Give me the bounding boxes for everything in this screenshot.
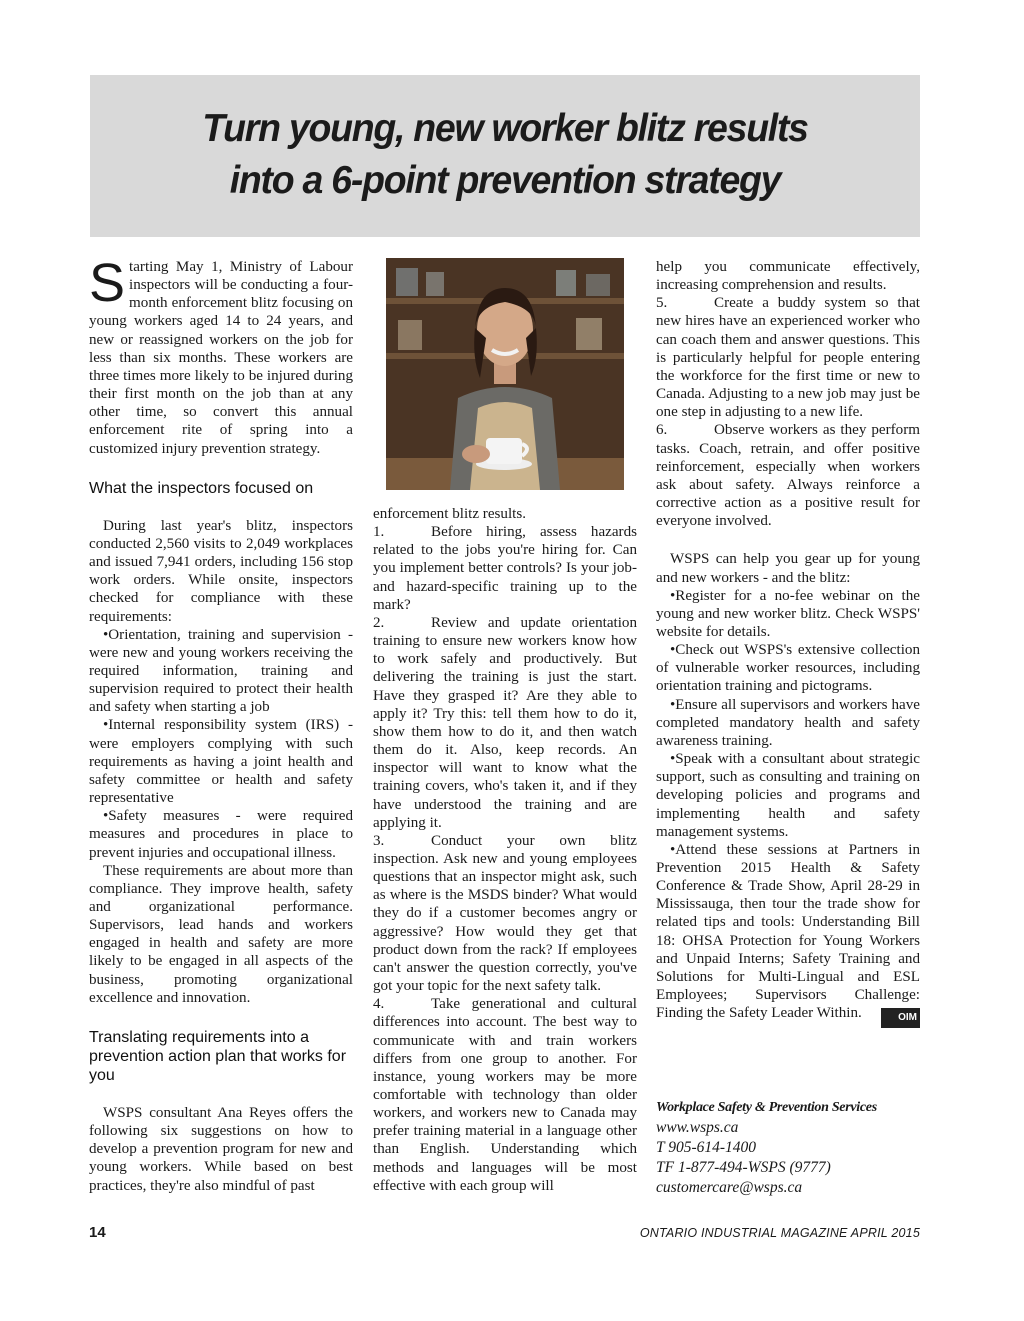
bullet-safety-measures: •Safety measures - were required measures and procedures in place to prevent injuries and occupational illness.	[89, 808, 353, 861]
bullet-orientation: •Orientation, training and supervision - were new and young workers receiving the required information, training and supervision required to protect their health and safety when starting a job	[89, 626, 353, 716]
intro-paragraph	[89, 253, 353, 458]
contact-tollfree: TF 1-877-494-WSPS (9777)	[656, 1159, 831, 1176]
consultant-paragraph: WSPS consultant Ana Reyes offers the following six suggestions on how to develop a prevention program for new and young workers. While based on best practices, they're also mindful of past	[89, 1104, 353, 1194]
title-line-2: into a 6-point prevention strategy	[229, 159, 781, 202]
suggestion-3-text: Conduct your own blitz inspection. Ask new and young employees questions that an inspector might ask, such as where is the MSDS binder? What would they do if a customer becomes angry or aggressive? How would they get that product down from the rack? If employees can't answer the question correctly, you've got your topic for the next safety talk.	[373, 832, 637, 995]
column-1	[89, 253, 353, 1195]
contact-block	[656, 1098, 920, 1198]
page-number: 14	[89, 1224, 106, 1241]
suggestion-4-text: Take generational and cultural differences into account. The best way to communicate with and train workers differs from one group to another. For instance, young workers may be more comfortable with technology than older workers, and workers new to Canada may prefer training material in a language other than English. Understanding which methods and languages will be most effective with each group will	[373, 996, 637, 1194]
suggestion-2-number: 2.	[373, 614, 385, 631]
suggestion-3-number: 3.	[373, 832, 385, 849]
suggestion-6-text: Observe workers as they perform tasks. Coach, retrain, and offer positive reinforcement, especially when workers ask about safety. Always reinforce a corrective action as a positive result for everyone involved.	[656, 422, 920, 530]
resource-sessions	[656, 841, 920, 1023]
title-line-1: Turn young, new worker blitz results	[202, 107, 808, 150]
bullet-irs: •Internal responsibility system (IRS) - were employers complying with such requirements as having a joint health and safety committee or health and safety representative	[89, 717, 353, 807]
suggestion-6-number: 6.	[656, 422, 668, 439]
continued-text: help you communicate effectively, increasing comprehension and results.	[656, 259, 920, 294]
magazine-footer: ONTARIO INDUSTRIAL MAGAZINE APRIL 2015	[639, 1226, 920, 1240]
requirements-paragraph: These requirements are about more than compliance. They improve health, safety and organizational performance. Supervisors, lead hands and workers engaged in health and safety are more likely to be engaged in all aspects of the business, promoting organizational excellence and innovation.	[89, 862, 353, 1006]
suggestion-4	[373, 995, 637, 1195]
barista-illustration	[386, 258, 624, 490]
resource-consultant: •Speak with a consultant about strategic support, such as consulting and training on developing policies and programs and implementing health and safety management systems.	[656, 751, 920, 840]
wsps-intro: WSPS can help you gear up for young and new workers - and the blitz:	[656, 551, 920, 586]
subhead-action-plan: Translating requirements into a prevention action plan that works for you	[89, 1028, 347, 1084]
suggestion-1-number: 1.	[373, 524, 385, 541]
contact-website[interactable]: www.wsps.ca	[656, 1119, 739, 1136]
resource-webinar: •Register for a no-fee webinar on the young and new worker blitz. Check WSPS' website for details.	[656, 587, 920, 640]
suggestion-3	[373, 832, 637, 995]
lead-line: enforcement blitz results.	[373, 506, 526, 522]
suggestion-5-number: 5.	[656, 295, 668, 312]
suggestion-2-text: Review and update orientation training to ensure new workers know how to work safely and productively. But delivering the training is just the start. Have they grasped it? Are they able to apply it? Try this: tell them how to do it, show them how to do it, and then watch them do it. Also, keep records. An inspector will want to know what the training covers, who's taken it, and if they have understood the training and are applying it.	[373, 614, 637, 831]
blitz-stats-paragraph: During last year's blitz, inspectors conducted 2,560 visits to 2,049 workplaces and issued 7,941 orders, including 156 stop work orders. While onsite, inspectors checked for compliance with these requirements:	[89, 517, 353, 625]
column-2	[373, 505, 637, 1195]
suggestion-6	[656, 421, 920, 530]
drop-cap: S	[89, 253, 126, 313]
resource-collection: •Check out WSPS's extensive collection of vulnerable worker resources, including orientation training and pictograms.	[656, 642, 920, 695]
column-3	[656, 258, 920, 1028]
contact-organization: Workplace Safety & Prevention Services	[656, 1100, 877, 1115]
oim-badge: OIM	[881, 1008, 920, 1028]
subhead-inspectors-focus: What the inspectors focused on	[89, 479, 314, 497]
suggestion-4-number: 4.	[373, 996, 385, 1013]
suggestion-5-text: Create a buddy system so that new hires have an experienced worker who can coach them and answer questions. This is particularly helpful for people entering the workforce for the first time or new to Canada. Adjusting to a new job may just be one step in adjusting to a new life.	[656, 295, 920, 421]
suggestion-2	[373, 614, 637, 832]
worker-photo	[386, 258, 624, 490]
resource-sessions-text: •Attend these sessions at Partners in Prevention 2015 Health & Safety Conference & Trade Show, April 28-29 in Mississauga, then tour the trade show for related tips and tools: Understanding Bill 18: OHSA Protection for Young Workers and Unpaid Interns; Safety Training and Solutions for Multi-Lingual and ESL Employees; Supervisors Challenge: Finding the Safety Leader Within.	[656, 841, 920, 1022]
resource-training: •Ensure all supervisors and workers have completed mandatory health and safety awareness training.	[656, 696, 920, 749]
intro-text: tarting May 1, Ministry of Labour inspectors will be conducting a four-month enforcement blitz focusing on young workers aged 14 to 24 years, and new or reassigned workers on the job for less than six months. These workers are three times more likely to be injured during their first month on the job than at any other time, so convert this annual enforcement rite of spring into a customized injury prevention strategy.	[89, 259, 353, 457]
suggestion-1-text: Before hiring, assess hazards related to the jobs you're hiring for. Can you implement better controls? Is your job- and hazard-specific training up to the mark?	[373, 524, 637, 613]
page-title	[107, 103, 904, 207]
contact-email[interactable]: customercare@wsps.ca	[656, 1179, 803, 1196]
suggestion-5	[656, 294, 920, 421]
contact-phone: T 905-614-1400	[656, 1139, 757, 1156]
suggestion-1	[373, 523, 637, 614]
